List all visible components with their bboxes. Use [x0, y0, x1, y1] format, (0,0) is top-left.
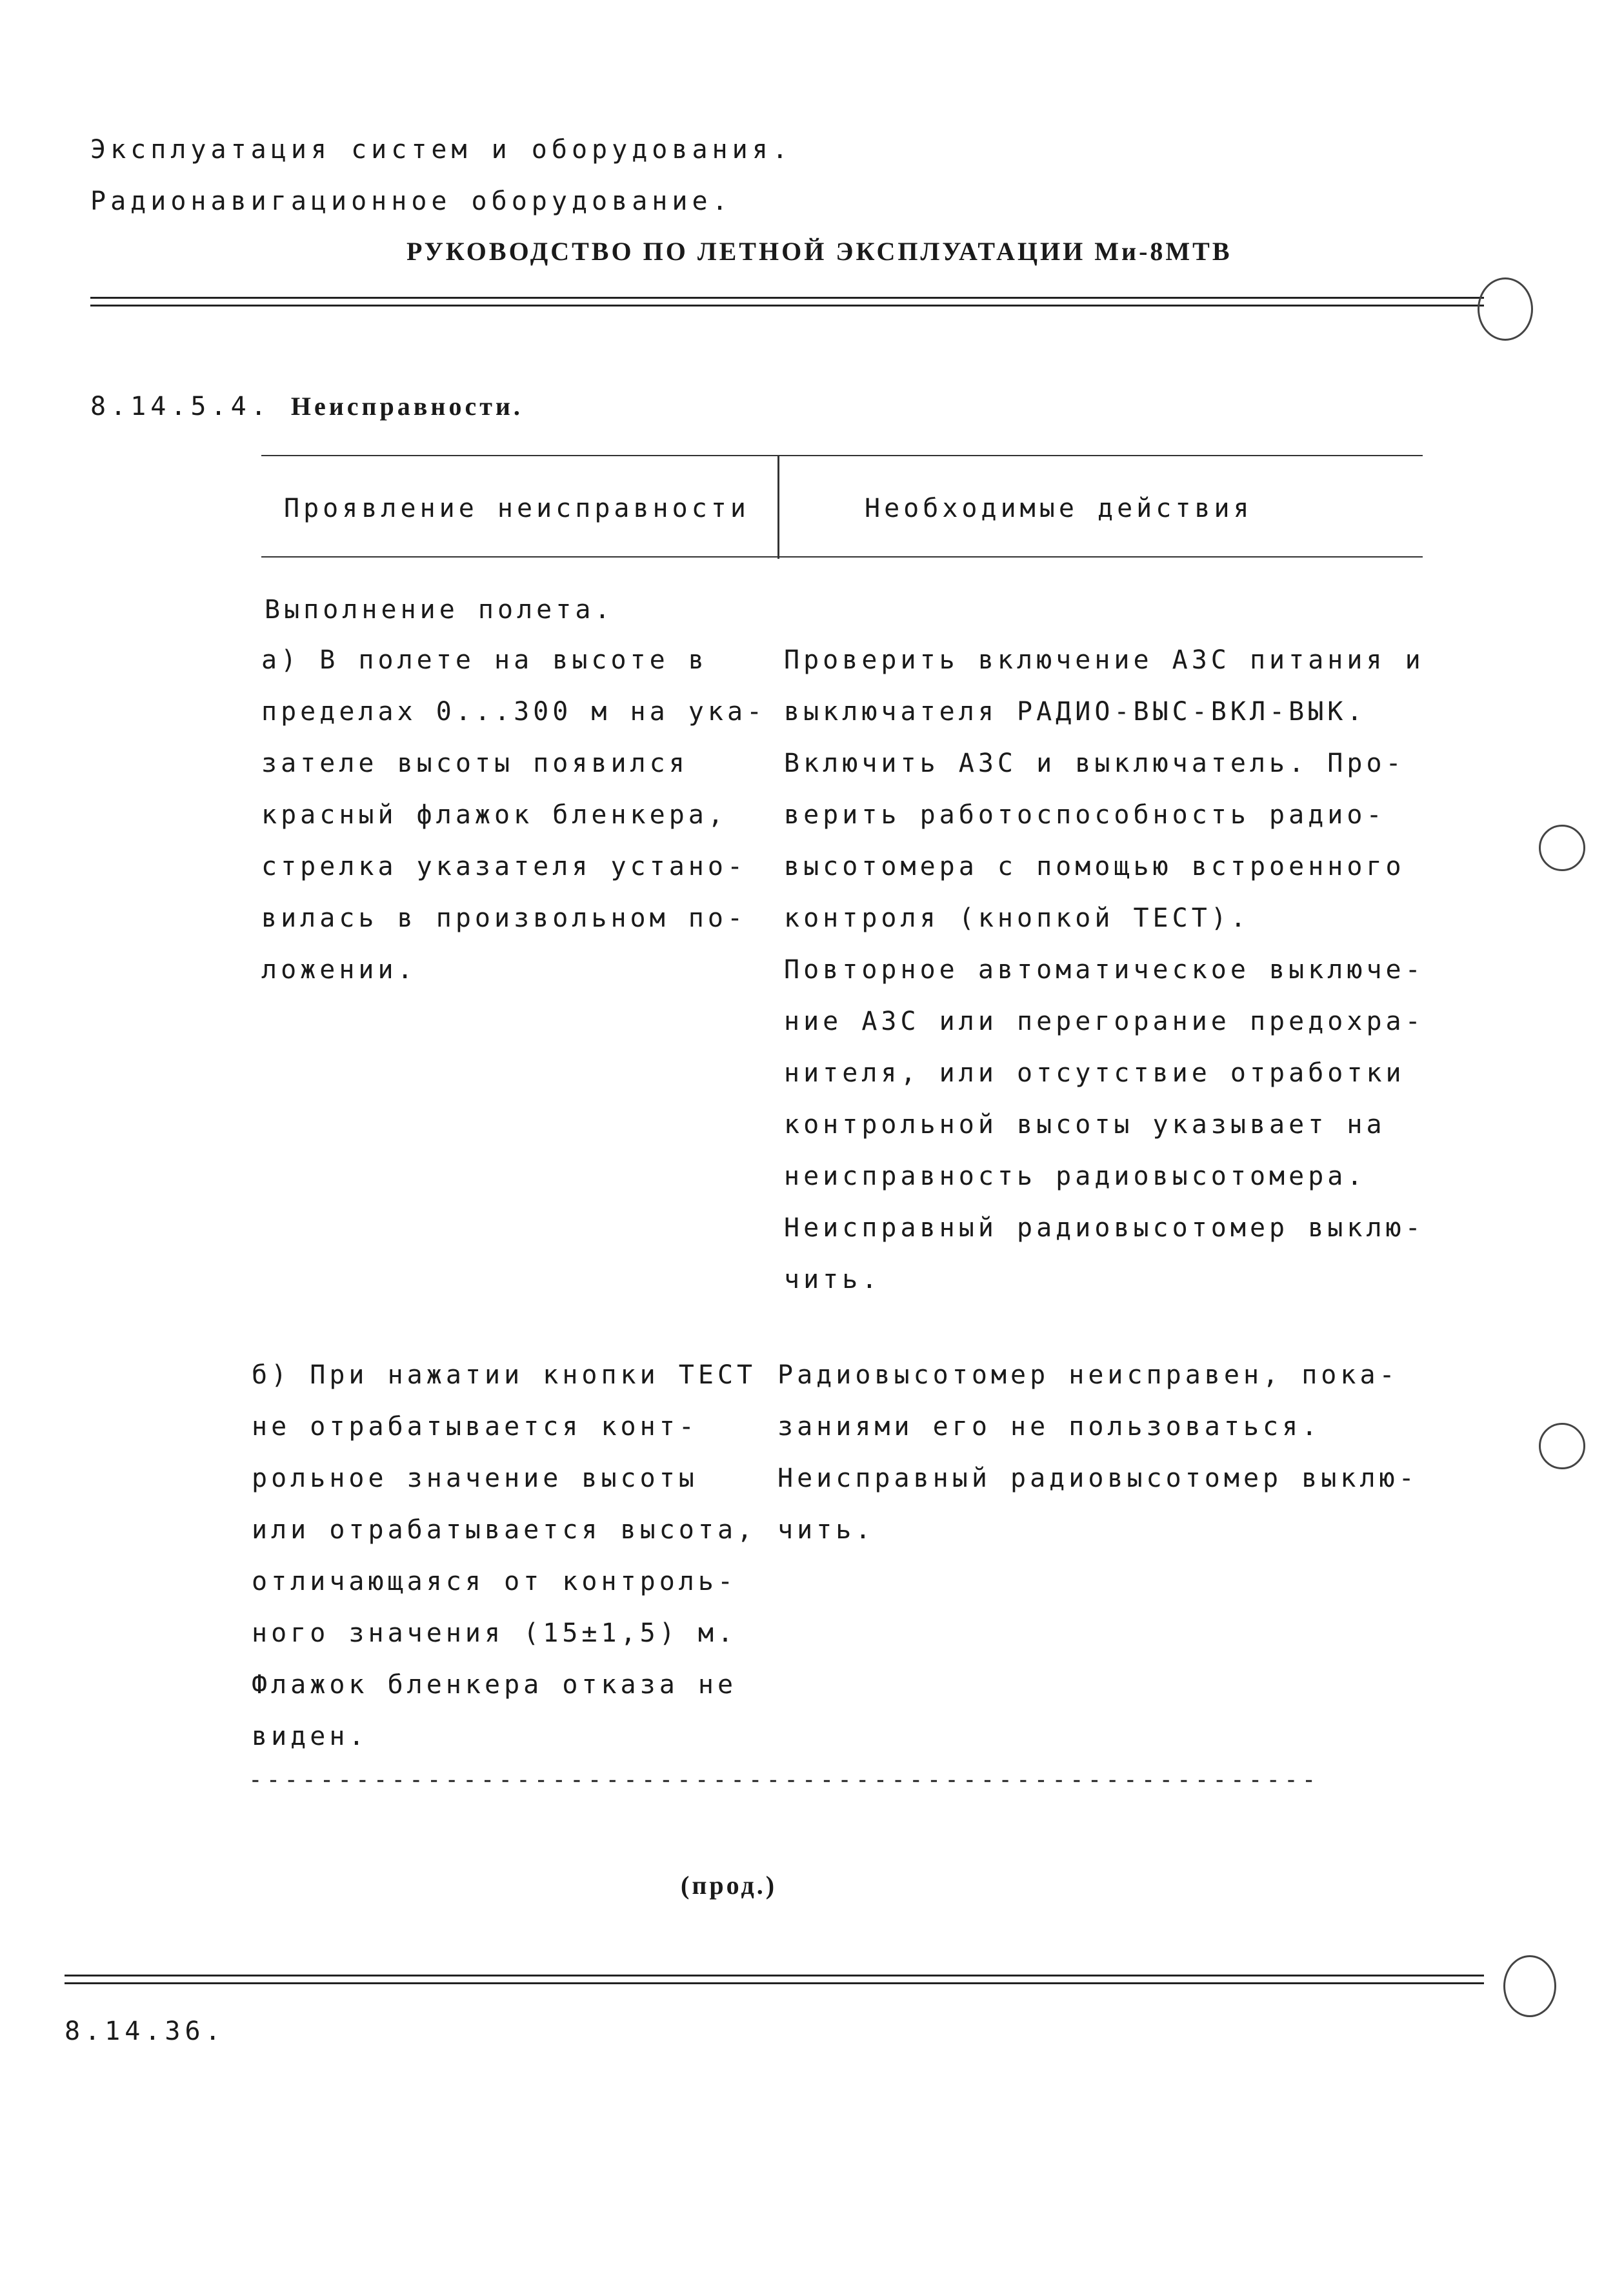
row-b-right-2: заниями его не пользоваться. — [777, 1412, 1321, 1442]
section-title: Неисправности. — [290, 392, 523, 421]
row-a-left-5: стрелка указателя устано- — [261, 852, 747, 881]
punch-hole-3 — [1539, 1423, 1585, 1469]
row-b-right-3: Неисправный радиовысотомер выклю- — [777, 1463, 1418, 1493]
row-a-right-12: Неисправный радиовысотомер выклю- — [784, 1213, 1425, 1243]
row-a-left-3: зателе высоты появился — [261, 749, 688, 778]
table-end-rule: ------------------------------------------------------------ — [248, 1767, 1320, 1793]
row-a-left-2: пределах 0...300 м на ука- — [261, 697, 767, 727]
header-rule-bottom — [90, 305, 1484, 307]
row-a-right-4: верить работоспособность радио- — [784, 800, 1386, 830]
footer-rule-top — [65, 1975, 1484, 1976]
group-label: Выполнение полета. — [265, 595, 614, 625]
row-a-left-7: ложении. — [261, 955, 417, 985]
row-a-right-10: контрольной высоты указывает на — [784, 1110, 1386, 1140]
row-a-left-4: красный флажок бленкера, — [261, 800, 727, 830]
section-number: 8.14.5.4. — [90, 392, 271, 421]
row-b-left-3: рольное значение высоты — [252, 1463, 698, 1493]
row-a-right-1: Проверить включение АЗС питания и — [784, 645, 1425, 675]
row-b-right-1: Радиовысотомер неисправен, пока- — [777, 1360, 1399, 1390]
row-a-right-7: Повторное автоматическое выключе- — [784, 955, 1425, 985]
row-a-right-3: Включить АЗС и выключатель. Про- — [784, 749, 1405, 778]
row-b-right-4: чить. — [777, 1515, 875, 1545]
row-a-right-8: ние АЗС или перегорание предохра- — [784, 1007, 1425, 1036]
section-heading — [90, 394, 523, 419]
header-line-2: Радионавигационное оборудование. — [90, 186, 732, 216]
row-b-left-8: виден. — [252, 1722, 368, 1751]
row-a-right-11: неисправность радиовысотомера. — [784, 1162, 1367, 1191]
continued-label: (прод.) — [681, 1871, 777, 1900]
row-a-left-1: а) В полете на высоте в — [261, 645, 708, 675]
page-number: 8.14.36. — [65, 2016, 225, 2046]
document-title: РУКОВОДСТВО ПО ЛЕТНОЙ ЭКСПЛУАТАЦИИ Ми-8МТВ — [406, 237, 1232, 266]
row-a-right-5: высотомера с помощью встроенного — [784, 852, 1405, 881]
row-a-left-6: вилась в произвольном по- — [261, 903, 747, 933]
row-a-right-13: чить. — [784, 1265, 881, 1294]
row-b-left-6: ного значения (15±1,5) м. — [252, 1618, 737, 1648]
row-b-left-2: не отрабатывается конт- — [252, 1412, 698, 1442]
row-b-left-7: Флажок бленкера отказа не — [252, 1670, 737, 1700]
table-header-rule-bottom — [261, 556, 1423, 558]
header-line-1: Эксплуатация систем и оборудования. — [90, 135, 792, 165]
punch-hole-1 — [1478, 277, 1533, 341]
row-b-left-1: б) При нажатии кнопки ТЕСТ — [252, 1360, 757, 1390]
table-column-divider — [777, 456, 779, 559]
punch-hole-4 — [1503, 1955, 1556, 2017]
punch-hole-2 — [1539, 825, 1585, 871]
row-a-right-9: нителя, или отсутствие отработки — [784, 1058, 1405, 1088]
row-a-right-2: выключателя РАДИО-ВЫС-ВКЛ-ВЫК. — [784, 697, 1367, 727]
table-header-rule-top — [261, 455, 1423, 456]
footer-rule-bottom — [65, 1982, 1484, 1984]
row-b-left-5: отличающаяся от контроль- — [252, 1567, 737, 1596]
row-b-left-4: или отрабатывается высота, — [252, 1515, 757, 1545]
column-header-action: Необходимые действия — [865, 494, 1253, 523]
header-rule-top — [90, 297, 1484, 299]
row-a-right-6: контроля (кнопкой ТЕСТ). — [784, 903, 1250, 933]
column-header-symptom: Проявление неисправности — [284, 494, 750, 523]
